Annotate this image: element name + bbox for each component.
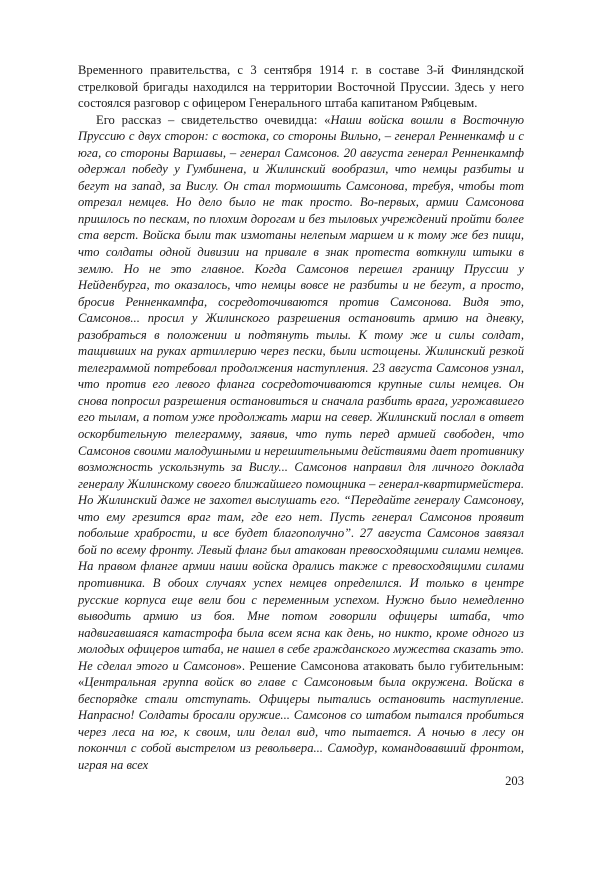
paragraph-2 (78, 112, 524, 774)
paragraph-2-intro: Его рассказ – свидетельство очевидца: « (96, 112, 331, 127)
page-number: 203 (505, 774, 524, 788)
eyewitness-quote-1: Наши войска вошли в Восточную Пруссию с двух сторон: с востока, со стороны Вильно, – генерал Ренненкамф и с юга, со стороны Варшавы, – генерал Самсонов. 20 августа генерал Ренненкампф одержал победу у Гумбинена, и Жилинский вообразил, что немцы разбиты и бегут на запад, за Вислу. Он стал тормошить Самсонова, требуя, чтобы тот отрезал немцев. Но дело было не так просто. Во-первых, армии Самсонова пришлось по пескам, по плохим дорогам и без тыловых учреждений пройти более ста верст. Войска были так измотаны нелепым маршем и к тому же без пищи, что солдаты одной дивизии на привале в знак протеста воткнули штыки в землю. Но не это главное. Когда Самсонов перешел границу Пруссии у Нейденбурга, то оказалось, что немцы вовсе не разбиты и не бегут, а просто, бросив Ренненкампфа, сосредоточиваются против Самсонова. Видя это, Самсонов... просил у Жилинского разрешения остановить армию на дневку, разобраться в положении и подтянуть тылы. К тому же и силы солдат, тащивших на руках артиллерию через пески, были истощены. Жилинский резкой телеграммой потребовал продолжения наступления. 23 августа Самсонов узнал, что против его левого фланга сосредоточиваются крупные силы немцев. Он снова попросил разрешения остановиться и сначала разбить врага, угрожавшего его тылам, а потом уже продолжать марш на север. Жилинский послал в ответ оскорбительную телеграмму, заявив, что путь перед армией свободен, что Самсонов своими малодушными и нерешительными действиями дает противнику возможность ускользнуть за Вислу... Самсонов направил для личного доклада генералу Жилинскому своего ближайшего помощника – генерал-квартирмейстера. Но Жилинский даже не захотел выслушать его. “Передайте генералу Самсонову, что ему грезится враг там, где его нет. Пусть генерал Самсонов проявит побольше храбрости, и все будет благополучно”. 27 августа Самсонов завязал бой по всему фронту. Левый фланг был атакован превосходящими силами немцев. На правом фланге армии наши войска дрались также с превосходящими силами противника. В обоих случаях успех немцев определился. И только в центре русские корпуса еще вели бои с переменным успехом. Нужно было немедленно выводить армию из боя. Мне потом говорили офицеры штаба, что надвигавшаяся катастрофа была всем ясна как день, но никто, кроме одного из молодых офицеров штаба, не нашел в себе гражданского мужества сказать это. Не сделал этого и Самсонов (78, 112, 524, 673)
eyewitness-quote-2: Центральная группа войск во главе с Самсоновым была окружена. Войска в беспорядке стали отступать. Офицеры пытались остановить наступление. Напрасно! Солдаты бросали оружие... Самсонов со штабом пытался пробиться через леса на юг, к своим, или делал вид, что пытается. А ночью в лесу он покончил с собой выстрелом из револьвера... Самодур, командовавший фронтом, играя на всех (78, 675, 524, 772)
page-text (78, 62, 524, 774)
paragraph-2-middle: ». Решение Самсонова атаковать было губительным: « (78, 658, 524, 690)
paragraph-1: Временного правительства, с 3 сентября 1914 г. в составе 3-й Финляндской стрелковой бригады находился на территории Восточной Пруссии. Здесь у него состоялся разговор с офицером Генерального штаба капитаном Рябцевым. (78, 63, 524, 111)
